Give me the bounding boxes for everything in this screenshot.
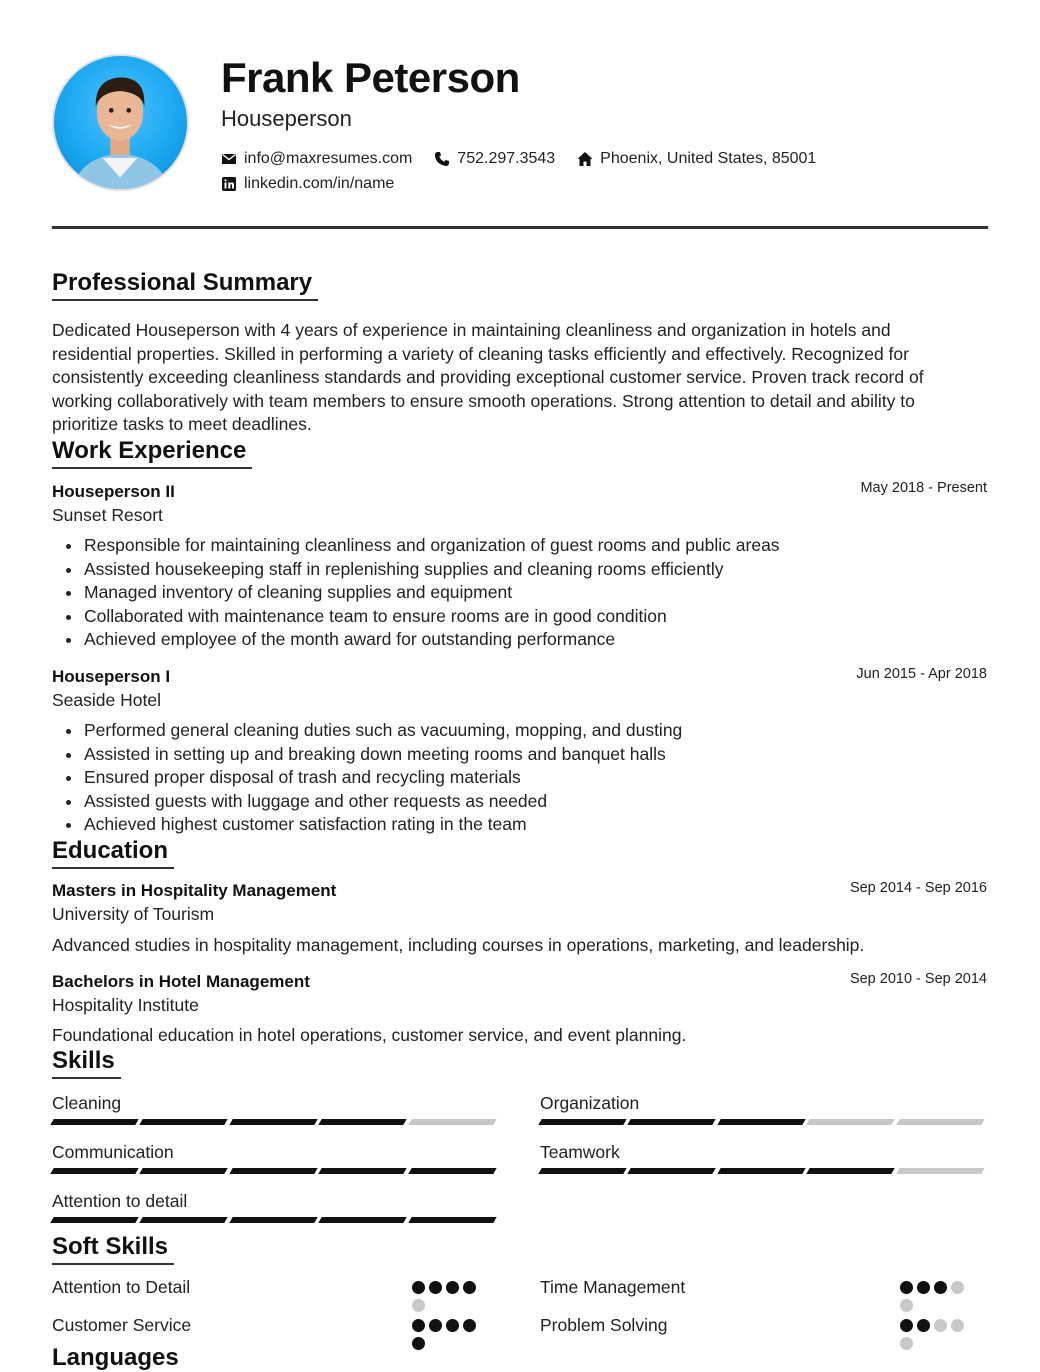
skill-level-segment (896, 1119, 984, 1125)
skill-level-segment (318, 1168, 406, 1174)
rating-dot (446, 1281, 459, 1294)
contact-linkedin[interactable] (221, 175, 394, 193)
soft-skill-name: Attention to Detail (52, 1277, 191, 1297)
summary-text: Dedicated Houseperson with 4 years of experience in maintaining cleanliness and organization in hotels and residential properties. Skilled in performing a variety of cleaning tasks efficiently and effectively. Recognized for consistently exceeding cleanliness standards and providing exceptional customer service. Proven track record of working collaboratively with team members to ensure smooth operations. Strong attention to detail and ability to prioritize tasks to meet deadlines. (52, 320, 924, 434)
envelope-icon (221, 151, 237, 167)
rating-dot (412, 1299, 425, 1312)
skill-name: Communication (52, 1142, 174, 1162)
list-item: Assisted guests with luggage and other requests as needed (84, 790, 964, 814)
rating-dot (900, 1299, 913, 1312)
soft-skill-rating (900, 1281, 980, 1317)
job-dates: Jun 2015 - Apr 2018 (856, 666, 987, 682)
job-title: Houseperson I (52, 667, 171, 686)
skill-item (52, 1142, 499, 1174)
skill-level-segment (318, 1119, 406, 1125)
rating-dot (412, 1319, 425, 1332)
skill-name: Teamwork (540, 1142, 620, 1162)
contact-location (577, 150, 816, 168)
soft-skill-name: Time Management (540, 1277, 686, 1297)
rating-dot (917, 1319, 930, 1332)
section-title-summary: Professional Summary (52, 268, 318, 301)
job-company: Sunset Resort (52, 505, 163, 525)
skill-level-segment (717, 1168, 805, 1174)
skill-level-segment (140, 1168, 228, 1174)
skill-level-segment (628, 1168, 716, 1174)
skill-level-bar (52, 1168, 499, 1174)
section-title-education: Education (52, 836, 174, 869)
section-title-soft-skills: Soft Skills (52, 1232, 174, 1265)
rating-dot (429, 1319, 442, 1332)
skill-level-segment (896, 1168, 984, 1174)
skill-level-segment (140, 1217, 228, 1223)
section-title-skills: Skills (52, 1046, 121, 1079)
skill-level-segment (50, 1217, 138, 1223)
rating-dot (917, 1281, 930, 1294)
rating-dot (463, 1319, 476, 1332)
header-divider (52, 226, 988, 229)
skill-level-segment (408, 1168, 496, 1174)
candidate-name: Frank Peterson (221, 54, 520, 101)
list-item: Ensured proper disposal of trash and recycling materials (84, 766, 964, 790)
skill-level-segment (538, 1168, 626, 1174)
skill-level-segment (806, 1119, 894, 1125)
contact-email[interactable] (221, 150, 412, 168)
rating-dot (900, 1281, 913, 1294)
skill-item (52, 1093, 499, 1125)
avatar-photo (54, 56, 187, 189)
contact-info (221, 146, 838, 196)
skill-level-segment (538, 1119, 626, 1125)
skill-level-segment (50, 1168, 138, 1174)
education-description: Advanced studies in hospitality management, including courses in operations, marketing, and leadership. (52, 935, 865, 955)
contact-phone[interactable] (434, 150, 555, 168)
list-item: Performed general cleaning duties such as vacuuming, mopping, and dusting (84, 719, 964, 743)
rating-dot (412, 1337, 425, 1350)
rating-dot (412, 1281, 425, 1294)
job-title: Houseperson II (52, 482, 175, 501)
skill-name: Attention to detail (52, 1191, 188, 1211)
resume-header (52, 54, 988, 194)
rating-dot (463, 1281, 476, 1294)
job-bullets (84, 719, 964, 837)
skill-level-bar (540, 1119, 987, 1125)
section-title-work: Work Experience (52, 436, 252, 469)
rating-dot (900, 1319, 913, 1332)
skill-level-segment (318, 1217, 406, 1223)
section-title-languages: Languages (52, 1343, 185, 1372)
education-dates: Sep 2010 - Sep 2014 (849, 971, 987, 987)
location-text: Phoenix, United States, 85001 (600, 149, 817, 167)
soft-skill-rating (900, 1319, 980, 1355)
soft-skill-item (52, 1277, 499, 1307)
skill-item (540, 1093, 987, 1125)
degree-title: Bachelors in Hotel Management (52, 972, 310, 991)
rating-dot (446, 1319, 459, 1332)
email-text: info@maxresumes.com (244, 149, 413, 167)
skill-level-bar (52, 1119, 499, 1125)
skill-level-segment (140, 1119, 228, 1125)
skill-level-segment (50, 1119, 138, 1125)
skill-level-segment (229, 1217, 317, 1223)
phone-text: 752.297.3543 (457, 149, 556, 167)
skill-level-segment (717, 1119, 805, 1125)
soft-skill-rating (412, 1281, 492, 1317)
linkedin-text: linkedin.com/in/name (244, 174, 395, 192)
soft-skill-item (540, 1277, 987, 1307)
education-dates: Sep 2014 - Sep 2016 (849, 880, 987, 896)
avatar (52, 54, 189, 191)
soft-skill-name: Problem Solving (540, 1315, 668, 1335)
soft-skill-rating (412, 1319, 492, 1355)
skill-level-segment (229, 1119, 317, 1125)
skill-level-segment (229, 1168, 317, 1174)
skill-level-segment (628, 1119, 716, 1125)
phone-icon (434, 151, 450, 167)
linkedin-icon (221, 176, 237, 192)
rating-dot (951, 1281, 964, 1294)
rating-dot (900, 1337, 913, 1350)
candidate-title: Houseperson (221, 106, 352, 131)
skill-level-segment (806, 1168, 894, 1174)
school-name: Hospitality Institute (52, 995, 199, 1015)
list-item: Assisted in setting up and breaking down meeting rooms and banquet halls (84, 743, 964, 767)
list-item: Managed inventory of cleaning supplies and equipment (84, 581, 964, 605)
rating-dot (934, 1281, 947, 1294)
degree-title: Masters in Hospitality Management (52, 881, 337, 900)
education-description: Foundational education in hotel operations, customer service, and event planning. (52, 1025, 687, 1045)
list-item: Achieved highest customer satisfaction rating in the team (84, 813, 964, 837)
rating-dot (429, 1281, 442, 1294)
list-item: Responsible for maintaining cleanliness and organization of guest rooms and public areas (84, 534, 964, 558)
list-item: Achieved employee of the month award for outstanding performance (84, 628, 964, 652)
soft-skill-item (540, 1315, 987, 1345)
job-company: Seaside Hotel (52, 690, 161, 710)
skill-item (540, 1142, 987, 1174)
skill-level-bar (540, 1168, 987, 1174)
skill-level-segment (408, 1217, 496, 1223)
skill-name: Organization (540, 1093, 640, 1113)
school-name: University of Tourism (52, 904, 215, 924)
skill-level-segment (408, 1119, 496, 1125)
skill-level-bar (52, 1217, 499, 1223)
list-item: Assisted housekeeping staff in replenishing supplies and cleaning rooms efficiently (84, 558, 964, 582)
soft-skill-name: Customer Service (52, 1315, 192, 1335)
job-dates: May 2018 - Present (860, 480, 987, 496)
soft-skill-item (52, 1315, 499, 1345)
skill-name: Cleaning (52, 1093, 122, 1113)
rating-dot (951, 1319, 964, 1332)
rating-dot (934, 1319, 947, 1332)
skill-item (52, 1191, 499, 1223)
job-bullets (84, 534, 964, 652)
home-icon (577, 151, 593, 167)
list-item: Collaborated with maintenance team to ensure rooms are in good condition (84, 605, 964, 629)
